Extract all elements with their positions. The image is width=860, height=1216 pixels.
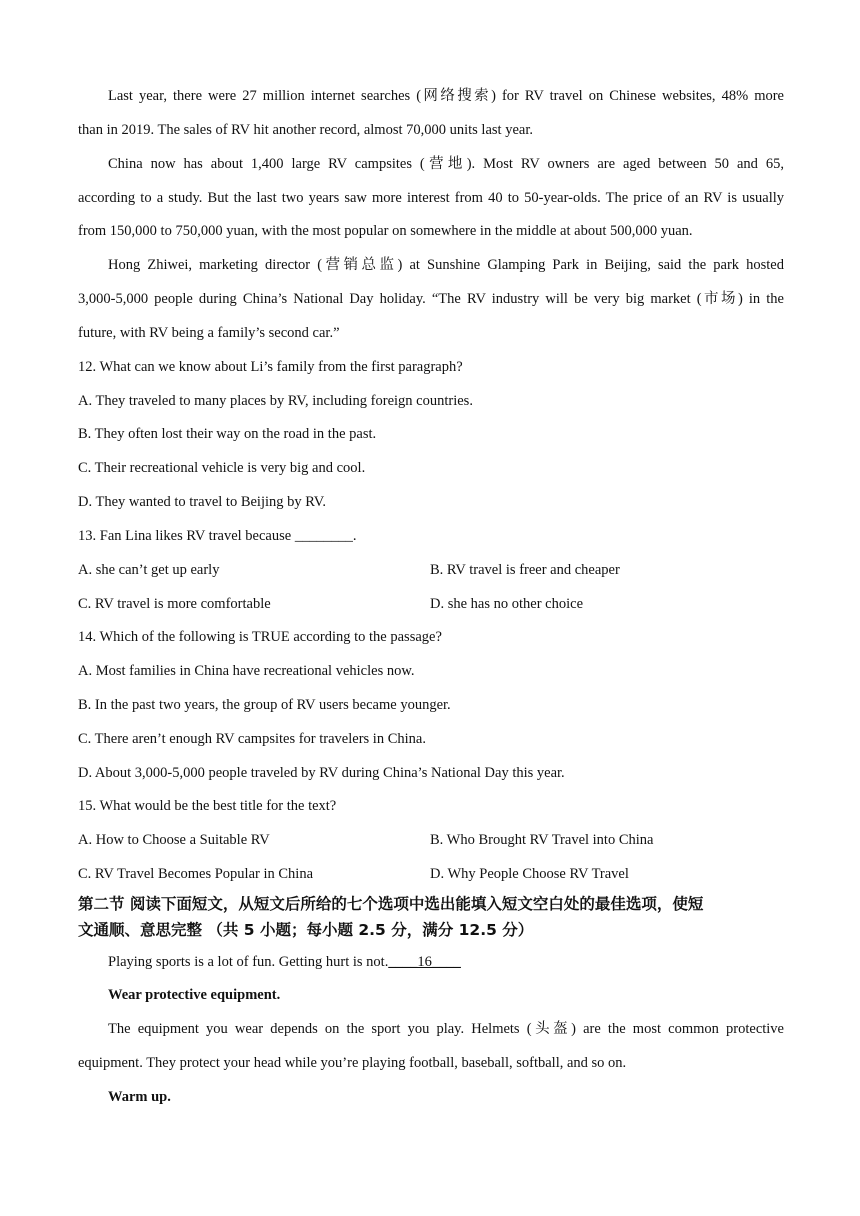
section-2-heading-line2: 文通顺、意思完整 （共 5 小题；每小题 2.5 分，满分 12.5 分） bbox=[78, 921, 534, 939]
question-14-option-a: A. Most families in China have recreational vehicles now. bbox=[78, 663, 415, 679]
subheading-protective-equipment: Wear protective equipment. bbox=[108, 987, 281, 1003]
passage-p2-line2: according to a study. But the last two years saw more interest from 40 to 50-year-olds. The price of an RV is usually bbox=[78, 190, 784, 206]
section-2-intro bbox=[108, 952, 784, 972]
question-14-option-c: C. There aren’t enough RV campsites for travelers in China. bbox=[78, 731, 426, 747]
subheading-warm-up: Warm up. bbox=[108, 1089, 171, 1105]
question-14-option-d: D. About 3,000-5,000 people traveled by RV during China’s National Day this year. bbox=[78, 765, 565, 781]
passage-p3-line3: future, with RV being a family’s second car.” bbox=[78, 325, 340, 341]
question-15-stem: 15. What would be the best title for the text? bbox=[78, 798, 337, 814]
question-13-option-b: B. RV travel is freer and cheaper bbox=[430, 562, 620, 578]
section-2-para1-line2: equipment. They protect your head while you’re playing football, baseball, softball, and so on. bbox=[78, 1055, 627, 1071]
passage-p2-line3: from 150,000 to 750,000 yuan, with the most popular on somewhere in the middle at about 500,000 yuan. bbox=[78, 223, 693, 239]
question-15-option-b: B. Who Brought RV Travel into China bbox=[430, 832, 654, 848]
section-2-heading-line1: 第二节 阅读下面短文，从短文后所给的七个选项中选出能填入短文空白处的最佳选项，使短 bbox=[78, 895, 704, 913]
question-13-option-c: C. RV travel is more comfortable bbox=[78, 596, 271, 612]
question-12-option-b: B. They often lost their way on the road in the past. bbox=[78, 426, 377, 442]
question-12-stem: 12. What can we know about Li’s family from the first paragraph? bbox=[78, 359, 463, 375]
intro-text: Playing sports is a lot of fun. Getting hurt is not. bbox=[108, 954, 389, 970]
passage-p2-line1: China now has about 1,400 large RV campsites (营地). Most RV owners are aged between 50 and 65, bbox=[108, 156, 784, 172]
question-13-option-d: D. she has no other choice bbox=[430, 596, 584, 612]
passage-p1-line1: Last year, there were 27 million internet searches (网络搜索) for RV travel on Chinese websites, 48% more bbox=[108, 88, 784, 104]
question-15-option-a: A. How to Choose a Suitable RV bbox=[78, 832, 270, 848]
passage-p3-line1: Hong Zhiwei, marketing director (营销总监) at Sunshine Glamping Park in Beijing, said the park hosted bbox=[108, 257, 784, 273]
question-12-option-a: A. They traveled to many places by RV, including foreign countries. bbox=[78, 393, 473, 409]
question-13-stem: 13. Fan Lina likes RV travel because ________. bbox=[78, 528, 357, 544]
question-13-option-a: A. she can’t get up early bbox=[78, 562, 220, 578]
section-2-para1-line1: The equipment you wear depends on the sport you play. Helmets (头盔) are the most common protective bbox=[108, 1021, 784, 1037]
question-14-option-b: B. In the past two years, the group of RV users became younger. bbox=[78, 697, 451, 713]
question-15-option-c: C. RV Travel Becomes Popular in China bbox=[78, 866, 314, 882]
question-12-option-d: D. They wanted to travel to Beijing by RV. bbox=[78, 494, 326, 510]
passage-p1-line2: than in 2019. The sales of RV hit another record, almost 70,000 units last year. bbox=[78, 122, 533, 138]
question-14-stem: 14. Which of the following is TRUE according to the passage? bbox=[78, 629, 442, 645]
passage-p3-line2: 3,000-5,000 people during China’s National Day holiday. “The RV industry will be very big market (市场) in the bbox=[78, 291, 784, 307]
blank-16: ____16____ bbox=[388, 954, 461, 970]
question-12-option-c: C. Their recreational vehicle is very big and cool. bbox=[78, 460, 366, 476]
question-15-option-d: D. Why People Choose RV Travel bbox=[430, 866, 629, 882]
